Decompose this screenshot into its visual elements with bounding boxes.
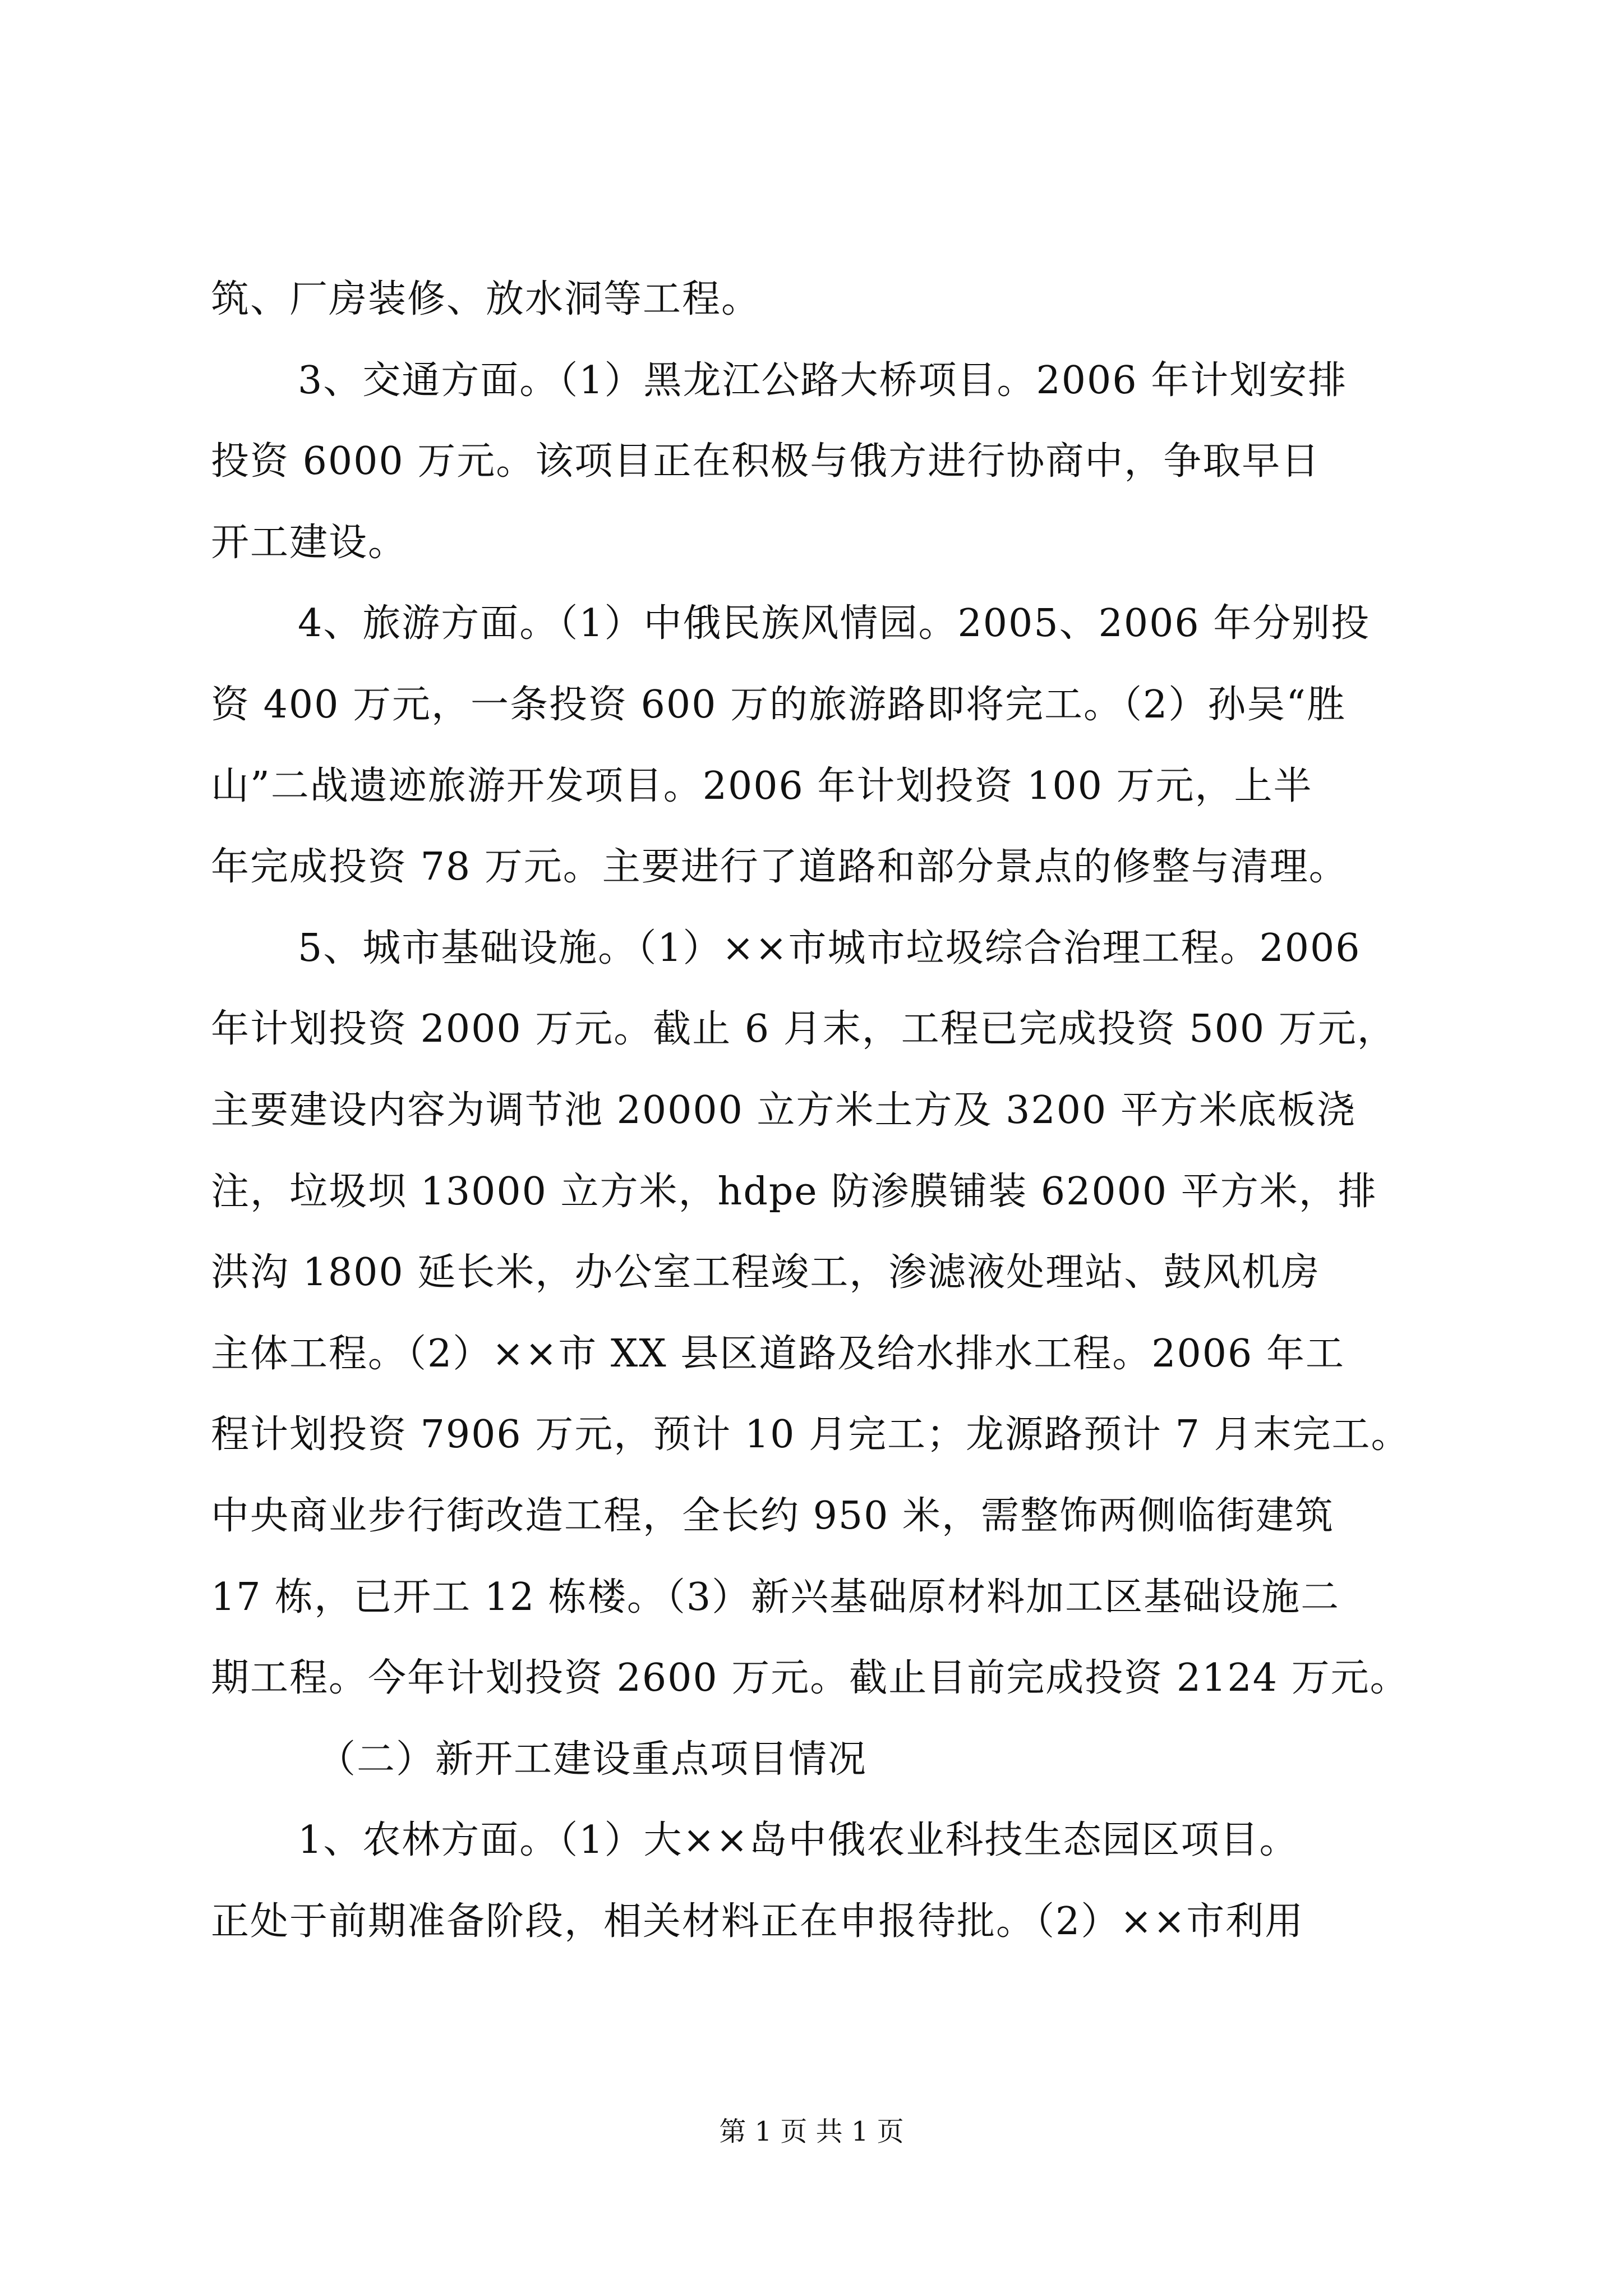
text-line: 年计划投资 2000 万元。截止 6 月末，工程已完成投资 500 万元， [211, 1007, 1396, 1052]
text-line: 期工程。今年计划投资 2600 万元。截止目前完成投资 2124 万元。 [211, 1656, 1409, 1701]
text-line: 正处于前期准备阶段，相关材料正在申报待批。（2）××市利用 [211, 1899, 1304, 1944]
text-line: 年完成投资 78 万元。主要进行了道路和部分景点的修整与清理。 [211, 845, 1348, 890]
text-line: 资 400 万元，一条投资 600 万的旅游路即将完工。（2）孙吴“胜 [211, 682, 1347, 727]
text-line: 主体工程。（2）××市 XX 县区道路及给水排水工程。2006 年工 [211, 1331, 1345, 1376]
text-line: 程计划投资 7906 万元，预计 10 月完工；龙源路预计 7 月末完工。 [211, 1412, 1410, 1457]
text-line: 山”二战遗迹旅游开发项目。2006 年计划投资 100 万元，上半 [211, 763, 1313, 808]
text-line: 筑、厂房装修、放水洞等工程。 [211, 277, 761, 321]
text-line: 投资 6000 万元。该项目正在积极与俄方进行协商中，争取早日 [211, 439, 1321, 484]
page-footer: 第 1 页 共 1 页 [719, 2116, 904, 2147]
text-line: 3、交通方面。（1）黑龙江公路大桥项目。2006 年计划安排 [298, 358, 1348, 403]
text-line: 中央商业步行街改造工程，全长约 950 米，需整饰两侧临街建筑 [211, 1493, 1335, 1538]
text-line: 主要建设内容为调节池 20000 立方米土方及 3200 平方米底板浇 [211, 1088, 1356, 1133]
text-line: 1、农林方面。（1）大××岛中俄农业科技生态园区项目。 [298, 1818, 1299, 1863]
text-line: 洪沟 1800 延长米，办公室工程竣工，渗滤液处理站、鼓风机房 [211, 1250, 1321, 1295]
section-heading: （二）新开工建设重点项目情况 [317, 1737, 868, 1782]
text-line: 开工建设。 [211, 520, 408, 565]
text-line: 17 栋，已开工 12 栋楼。（3）新兴基础原材料加工区基础设施二 [211, 1575, 1340, 1619]
text-line: 4、旅游方面。（1）中俄民族风情园。2005、2006 年分别投 [298, 601, 1371, 646]
document-body [211, 259, 1422, 1962]
text-line: 5、城市基础设施。（1）××市城市垃圾综合治理工程。2006 [298, 926, 1361, 970]
text-line: 注，垃圾坝 13000 立方米，hdpe 防渗膜铺装 62000 平方米，排 [211, 1169, 1377, 1214]
